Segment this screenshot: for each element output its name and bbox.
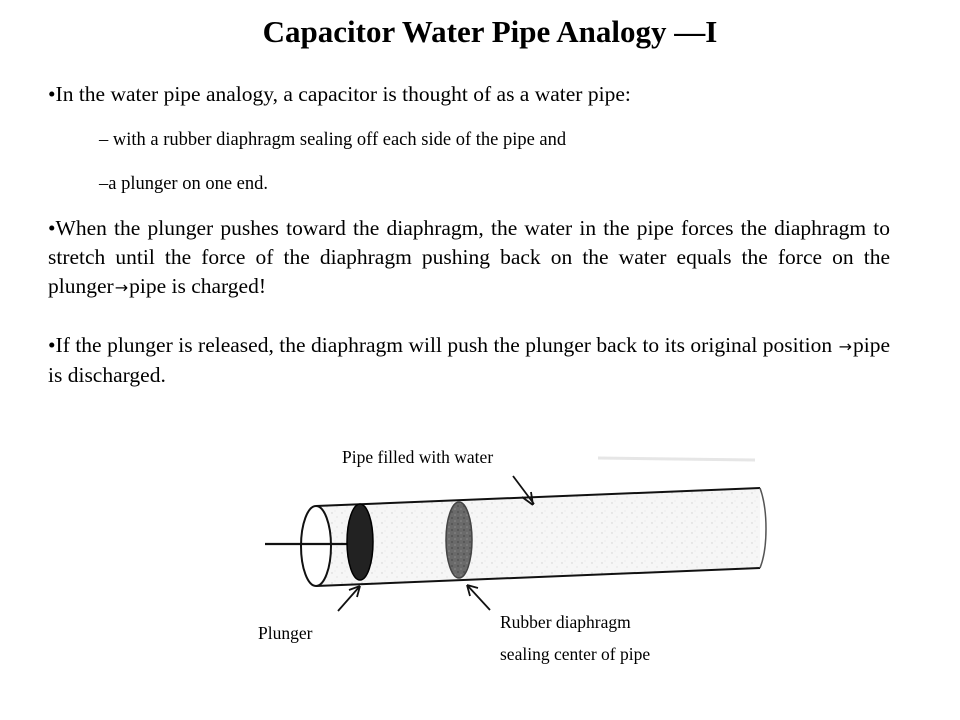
bullet-2-result: pipe is charged! [129, 274, 267, 298]
sub-bullet-1: – with a rubber diaphragm sealing off each side of the pipe and [99, 130, 567, 150]
right-arrow-icon: → [114, 278, 129, 297]
bullet-3-result: pipe is discharged. [48, 333, 890, 387]
right-arrow-icon: → [838, 337, 852, 356]
pipe-far-end [760, 488, 766, 568]
plunger-label: Plunger [258, 623, 313, 643]
sub-bullet-2: –a plunger on one end. [99, 174, 269, 194]
bullet-3-text: If the plunger is released, the diaphragm will push the plunger back to its original position [55, 333, 838, 357]
pipe-label: Pipe filled with water [342, 447, 494, 467]
scan-artifact [598, 458, 755, 460]
bullet-2-text: When the plunger pushes toward the diaphragm, the water in the pipe forces the diaphragm to stretch until the force of the diaphragm pushing back on the water equals the force on the plunger [48, 216, 890, 298]
rubber-diaphragm [446, 502, 472, 578]
bullet-1-text: In the water pipe analogy, a capacitor is thought of as a water pipe: [55, 82, 631, 106]
plunger-disk [347, 504, 373, 580]
slide-title: Capacitor Water Pipe Analogy —I [262, 14, 718, 49]
diaphragm-label-line-1: Rubber diaphragm [500, 612, 631, 632]
diaphragm-label-line-2: sealing center of pipe [500, 644, 651, 664]
pipe-open-end [301, 506, 331, 586]
diaphragm-pointer-arrow [467, 585, 490, 610]
